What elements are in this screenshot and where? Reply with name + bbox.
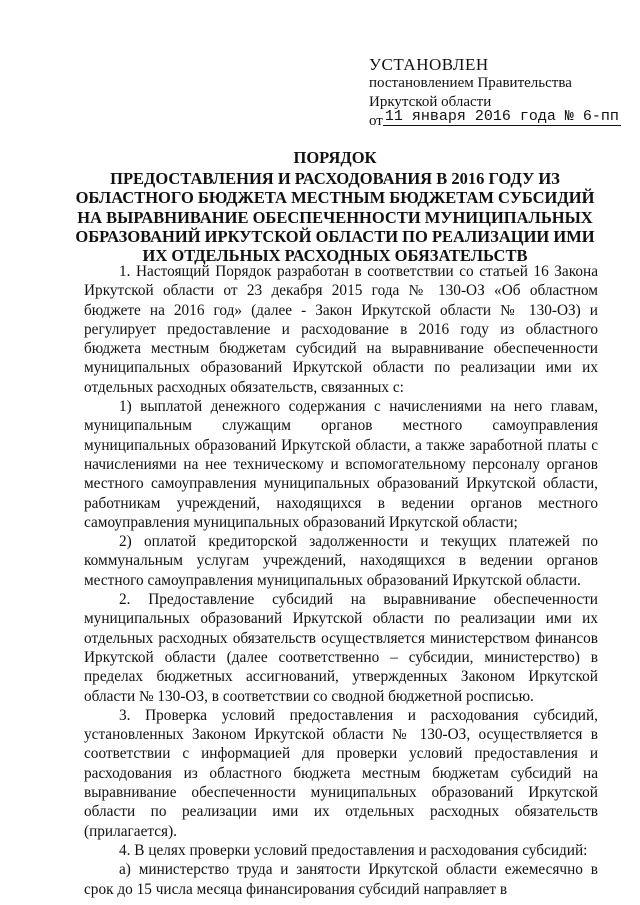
paragraph-4-item-a: а) министерство труда и занятости Иркутской области ежемесячно в срок до 15 числа месяца финансирования субсидий направляет в <box>84 861 598 898</box>
title-heading: ПОРЯДОК <box>293 148 377 167</box>
approval-stamp: УСТАНОВЛЕН <box>369 55 489 74</box>
document-title <box>70 148 600 265</box>
approval-line-2: Иркутской области <box>369 94 492 110</box>
approval-date-line <box>369 108 634 131</box>
paragraph-1-item-1: 1) выплатой денежного содержания с начислениями на него главам, муниципальным служащим органов местного самоуправления муниципальных образований Иркутской области, а также заработной платы с начислениями на нее техническому и вспомогательному персоналу органов местного самоуправления муниципальных образований Иркутской области, работникам учреждений, находящихся в ведении органов местного самоуправления муниципальных образований Иркутской области; <box>84 398 598 531</box>
document-body <box>84 262 598 899</box>
paragraph-4: 4. В целях проверки условий предоставления и расходования субсидий: <box>119 841 588 859</box>
paragraph-3: 3. Проверка условий предоставления и расходования субсидий, установленных Законом Иркутской области № 130-ОЗ, осуществляется в соответствии с информацией для проверки условий предоставления и расходования из областного бюджета местным бюджетам субсидий на выравнивание обеспеченности муниципальных образований Иркутской области по реализации ими их отдельных расходных обязательств (прилагается). <box>84 706 598 840</box>
paragraph-1-item-2: 2) оплатой кредиторской задолженности и текущих платежей по коммунальным услугам учреждений, находящихся в ведении органов местного самоуправления муниципальных образований Иркутской области. <box>84 533 598 589</box>
date-value: 11 января 2016 года № 6-пп <box>384 108 619 125</box>
paragraph-2: 2. Предоставление субсидий на выравнивание обеспеченности муниципальных образований Иркутской области по реализации ими их отдельных расходных обязательств осуществляется министерством финансов Иркутской области (далее соответственно – субсидии, министерство) в пределах бюджетных ассигнований, утвержденных Законом Иркутской области № 130-ОЗ, в соответствии со сводной бюджетной росписью. <box>84 591 598 705</box>
title-text: ПРЕДОСТАВЛЕНИЯ И РАСХОДОВАНИЯ В 2016 ГОДУ ИЗ ОБЛАСТНОГО БЮДЖЕТА МЕСТНЫМ БЮДЖЕТАМ СУБСИДИЙ НА ВЫРАВНИВАНИЕ ОБЕСПЕЧЕННОСТИ МУНИЦИПАЛЬНЫХ ОБРАЗОВАНИЙ ИРКУТСКОЙ ОБЛАСТИ ПО РЕАЛИЗАЦИИ ИМИ ИХ ОТДЕЛЬНЫХ РАСХОДНЫХ ОБЯЗАТЕЛЬСТВ <box>75 169 595 266</box>
approval-line-1: постановлением Правительства <box>369 75 572 91</box>
paragraph-1: 1. Настоящий Порядок разработан в соответствии со статьей 16 Закона Иркутской области от 23 декабря 2015 года № 130-ОЗ «Об областном бюджете на 2016 год» (далее - Закон Иркутской области № 130-ОЗ) и регулирует предоставление и расходование в 2016 году из областного бюджета местным бюджетам субсидий на выравнивание обеспеченности муниципальных образований Иркутской области по реализации ими их отдельных расходных обязательств, связанных с: <box>84 263 598 396</box>
approval-block <box>369 55 634 131</box>
date-prefix: от <box>369 113 383 129</box>
